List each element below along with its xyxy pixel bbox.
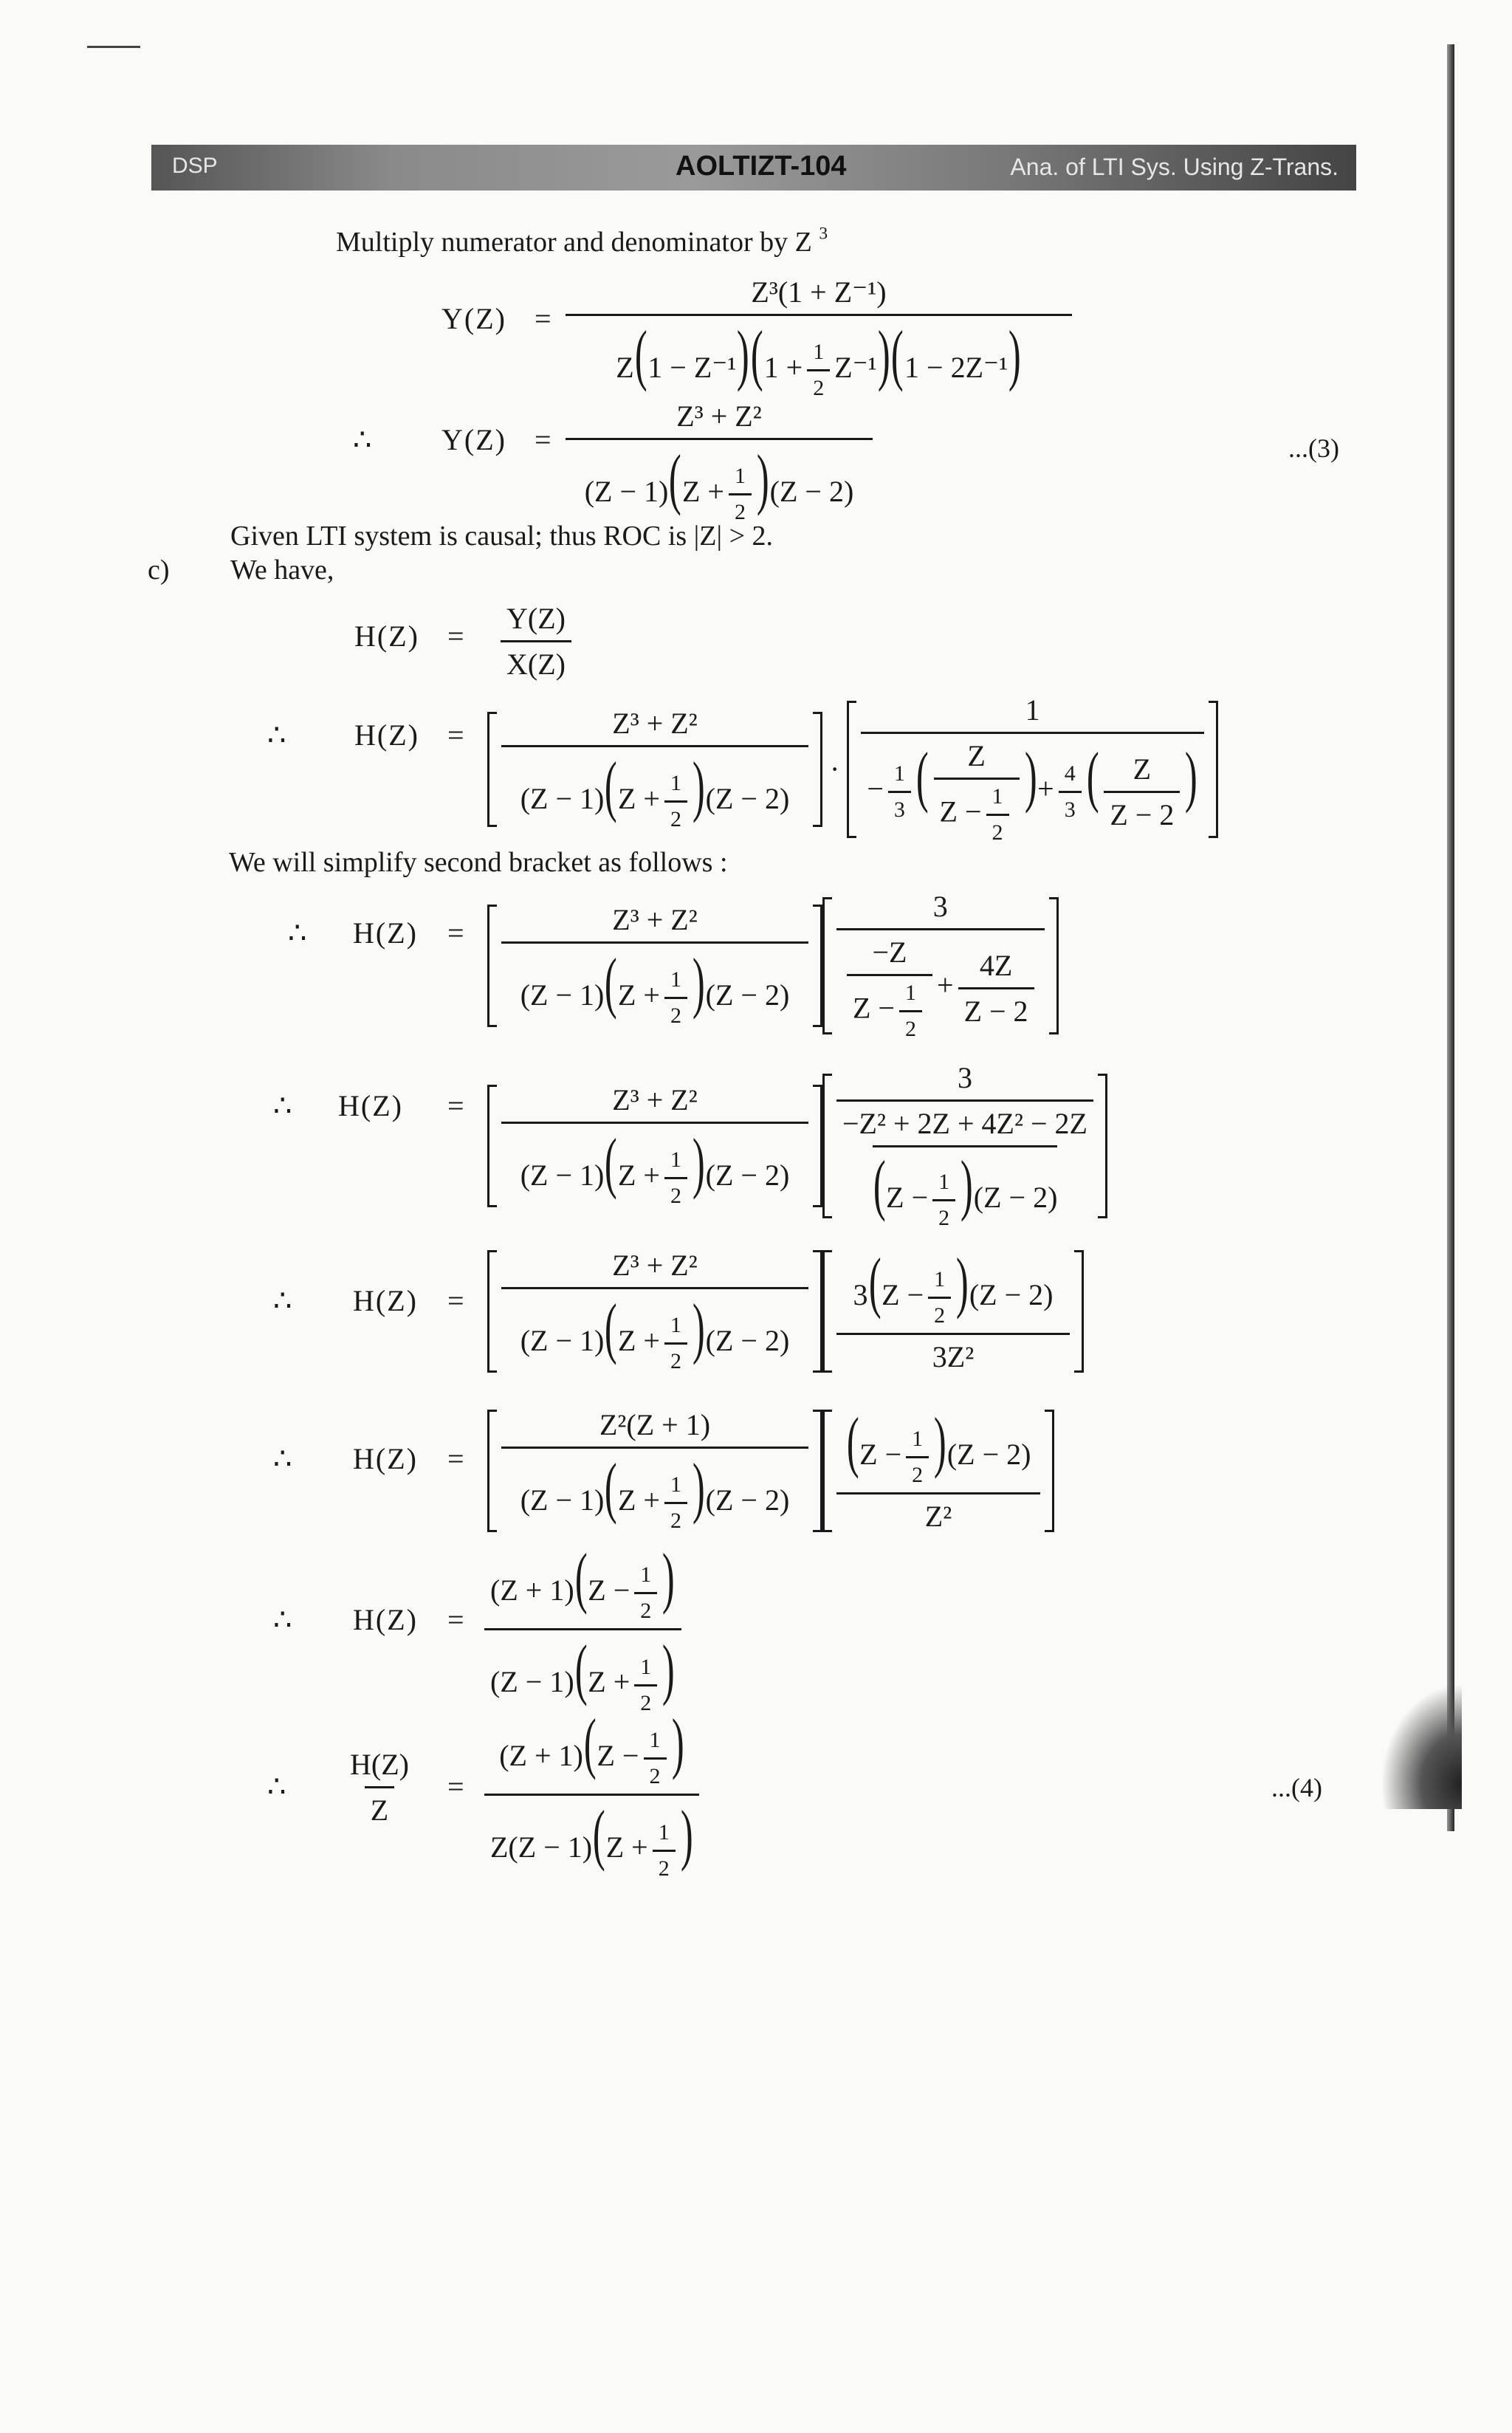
header-left: DSP: [172, 154, 218, 178]
h-label-4: H(Z): [353, 1284, 418, 1317]
y1-numerator: Z³(1 + Z⁻¹): [751, 275, 887, 309]
therefore-8: ∴: [267, 1770, 286, 1803]
therefore-2: ∴: [267, 718, 286, 752]
equation-y2: [561, 399, 877, 525]
therefore-7: ∴: [273, 1603, 292, 1636]
lhs-hz-over-z: $\frac{H(Z)}{Z}$: [350, 1748, 409, 1827]
simplify-text: We will simplify second bracket as follows :: [229, 847, 728, 878]
part-label-c: c): [148, 555, 170, 586]
equation-h4: Z³ + Z² (Z − 1)(Z + $\frac{1}{2}$ )(Z − 2) 3(Z − $\frac{1}{2}$ )(Z − 2) 3Z²: [487, 1248, 1084, 1374]
hdef-numerator: Y(Z): [506, 602, 566, 635]
therefore-1: ∴: [353, 423, 372, 456]
equation-y1: [561, 275, 1076, 401]
equals-def: =: [447, 620, 466, 653]
y-label-1: Y(Z): [441, 302, 506, 335]
therefore-4: ∴: [273, 1089, 292, 1122]
equals-3: =: [447, 718, 466, 752]
h-label-5: H(Z): [353, 1442, 418, 1475]
equals-8: =: [447, 1603, 466, 1636]
therefore-6: ∴: [273, 1442, 292, 1475]
equation-h6: (Z + 1)(Z − $\frac{1}{2}$ ) (Z − 1)(Z + $\frac{1}{2}$ ): [480, 1543, 686, 1716]
intro-text: Multiply numerator and denominator by Z $^3$: [336, 224, 828, 258]
equals-6: =: [447, 1284, 466, 1317]
hdef-denominator: X(Z): [501, 640, 571, 682]
h-label-1: H(Z): [354, 718, 419, 752]
equals-9: =: [447, 1770, 466, 1803]
h-label-3: H(Z): [338, 1089, 403, 1122]
equation-h7: (Z + 1)(Z − $\frac{1}{2}$ ) Z(Z − 1)(Z + $\frac{1}{2}$ ): [480, 1709, 704, 1881]
equals-2: =: [535, 423, 553, 456]
roc-statement: Given LTI system is causal; thus ROC is |Z| > 2.: [230, 521, 774, 552]
equation-h1: Z³ + Z² (Z − 1)(Z + $\frac{1}{2}$ )(Z − 2) · 1 − $\frac{1}{3}$ ( Z Z − $\frac{1}{2}$ )+ $\frac{4}{3}$ ( $\frac{Z}{Z - 2}$ ): [487, 693, 1218, 845]
we-have-text: We have,: [230, 555, 334, 586]
equation-h3: Z³ + Z² (Z − 1)(Z + $\frac{1}{2}$ )(Z − 2) 3 −Z² + 2Z + 4Z² − 2Z (Z − $\frac{1}{2}$ )(Z − 2): [487, 1060, 1107, 1231]
equals-4: =: [447, 916, 466, 950]
equals-5: =: [447, 1089, 466, 1122]
equals-7: =: [447, 1442, 466, 1475]
h-label-6: H(Z): [353, 1603, 418, 1636]
h-label-2: H(Z): [353, 916, 418, 950]
equation-h2: Z³ + Z² (Z − 1)(Z + $\frac{1}{2}$ )(Z − 2) 3 −Z Z − $\frac{1}{2}$ + $\frac{4Z}{Z - 2}$: [487, 889, 1059, 1042]
header-right: Ana. of LTI Sys. Using Z-Trans.: [1010, 154, 1339, 180]
therefore-3: ∴: [288, 916, 307, 950]
equation-h5: Z²(Z + 1) (Z − 1)(Z + $\frac{1}{2}$ )(Z − 2) (Z − $\frac{1}{2}$ )(Z − 2) Z²: [487, 1407, 1054, 1534]
page-header: [151, 145, 1356, 191]
header-center: AOLTIZT-104: [676, 151, 847, 182]
binding-shadow: [1381, 1684, 1462, 1809]
y2-numerator: Z³ + Z²: [676, 399, 762, 433]
equation-number-3: ...(3): [1288, 433, 1339, 463]
h-label-def: H(Z): [354, 620, 419, 653]
equation-hdef: [496, 601, 576, 682]
y-label-2: Y(Z): [441, 423, 506, 456]
binding-edge: [1447, 44, 1454, 1831]
scan-mark: [87, 46, 140, 48]
therefore-5: ∴: [273, 1284, 292, 1317]
y1-denominator: Z(1 − Z⁻¹)(1 + $\frac{1}{2}$ Z⁻¹)(1 − 2Z⁻¹): [566, 314, 1072, 401]
equals-1: =: [535, 302, 553, 335]
y2-denominator: (Z − 1)(Z + $\frac{1}{2}$ )(Z − 2): [566, 438, 873, 525]
equation-number-4: ...(4): [1271, 1773, 1322, 1802]
